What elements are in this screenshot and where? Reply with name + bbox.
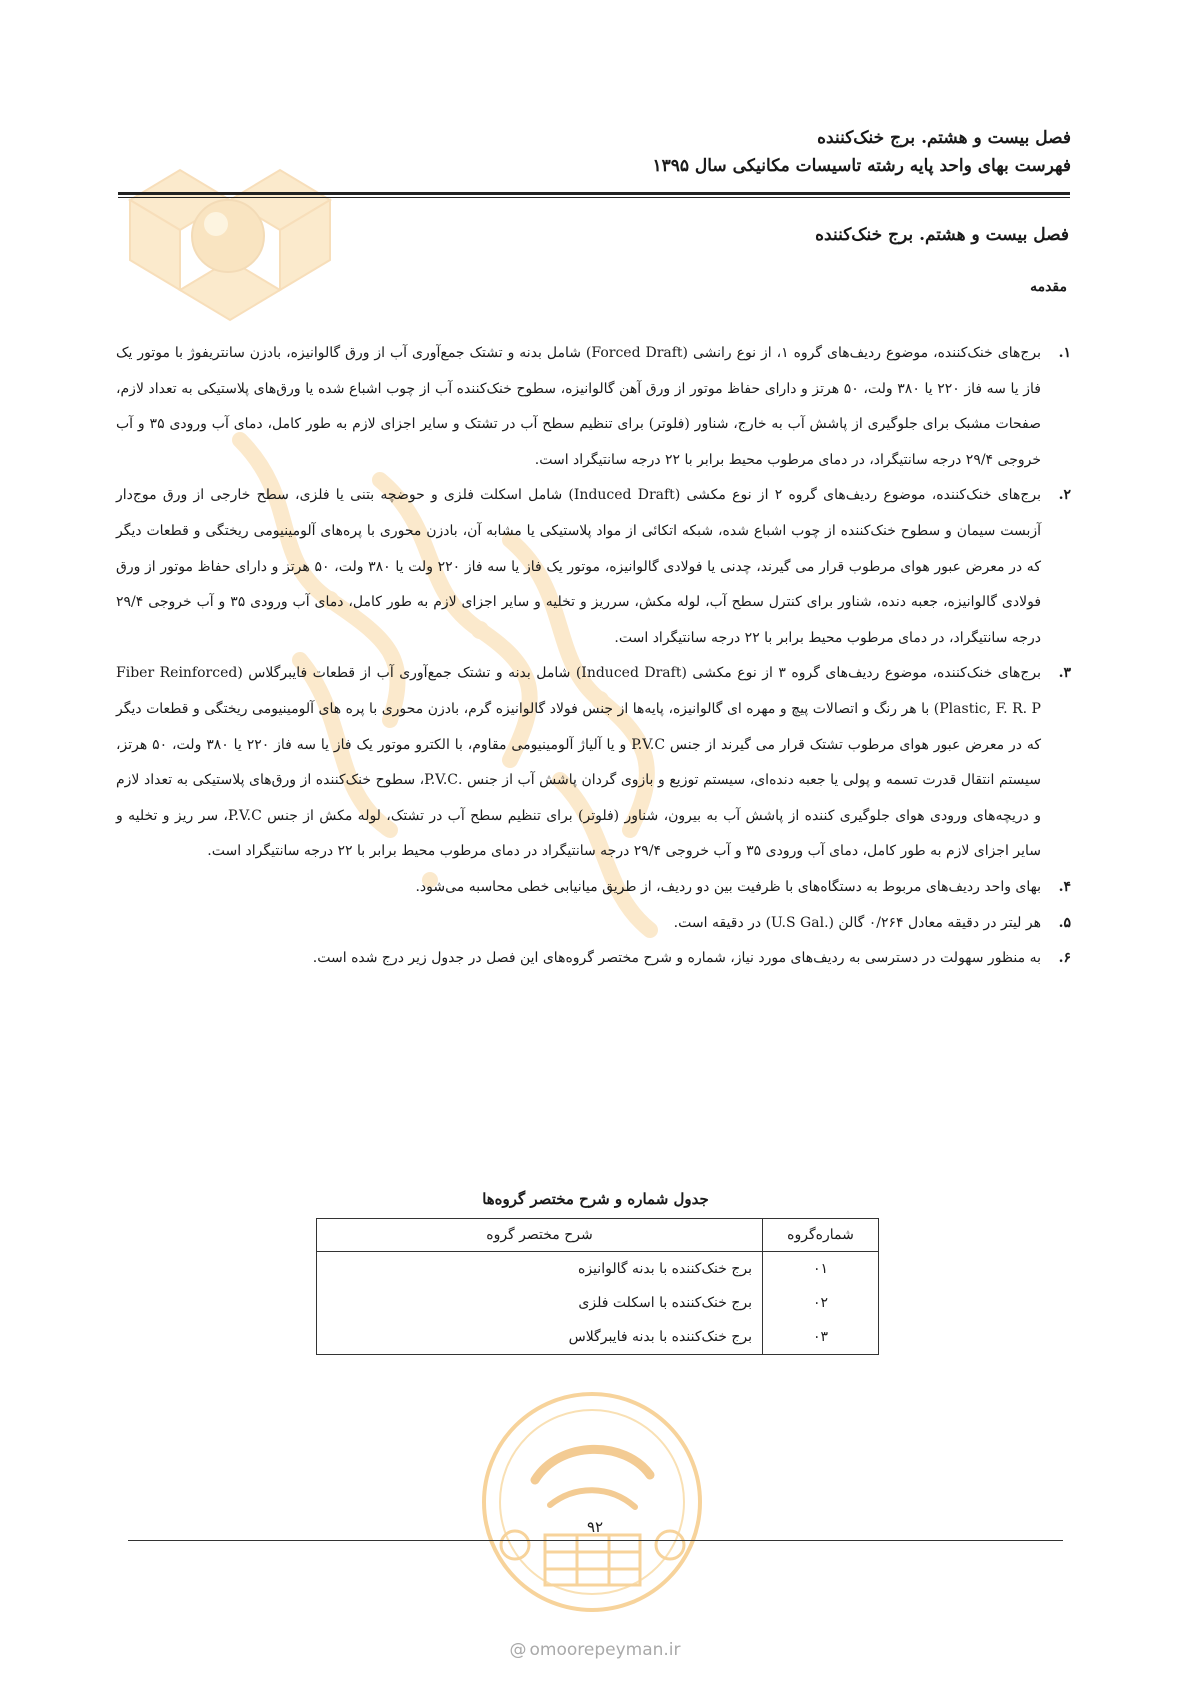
item-number: ۳. xyxy=(1058,665,1071,682)
list-item xyxy=(116,656,1071,870)
item-text: به منظور سهولت در دسترسی به ردیف‌های مورد نیاز، شماره و شرح مختصر گروه‌های این فصل در جدول زیر درج شده است. xyxy=(312,950,1041,967)
column-header-code: شماره‌گروه xyxy=(763,1219,879,1252)
intro-title: مقدمه xyxy=(1030,279,1067,295)
header-rule-thick xyxy=(118,192,1070,195)
item-text: برج‌های خنک‌کننده، موضوع ردیف‌های گروه ۱، از نوع رانشی (Forced Draft) شامل بدنه و تشتک جمع‌آوری آب از ورق گالوانیزه، بادزن سانتریفوژ با موتور یک فاز یا سه فاز ۲۲۰ یا ۳۸۰ ولت، ۵۰ هرتز و دارای حفاظ موتور از ورق آهن گالوانیزه، سطوح خنک‌کننده آب از چوب اشباع شده یا ورق‌های پلاستیکی به تعداد لازم، صفحات مشبک برای جلوگیری از پاشش آب به خارج، شناور (فلوتر) برای تنظیم سطح آب در تشتک و سایر اجزای لازم به طور کامل، دمای آب ورودی ۳۵ و آب خروجی ۲۹/۴ درجه سانتیگراد، در دمای مرطوب محیط برابر با ۲۲ درجه سانتیگراد است. xyxy=(116,345,1042,468)
column-header-description: شرح مختصر گروه xyxy=(317,1219,763,1252)
item-number: ۶. xyxy=(1058,950,1071,967)
table-title: جدول شماره و شرح مختصر گروه‌ها xyxy=(482,1190,709,1208)
header-list-line: فهرست بهای واحد پایه رشته تاسیسات مکانیکی سال ۱۳۹۵ xyxy=(652,156,1071,176)
item-number: ۵. xyxy=(1058,914,1071,931)
page-number: ۹۲ xyxy=(586,1518,604,1536)
item-number: ۲. xyxy=(1058,487,1071,504)
item-text: هر لیتر در دقیقه معادل ۰/۲۶۴ گالن (.U.S Gal) در دقیقه است. xyxy=(673,914,1041,931)
list-item xyxy=(116,870,1071,906)
table-row xyxy=(317,1286,879,1320)
list-item xyxy=(116,478,1071,656)
list-item xyxy=(116,906,1071,942)
list-item xyxy=(116,941,1071,977)
group-description-cell: برج خنک‌کننده با بدنه گالوانیزه xyxy=(317,1252,763,1287)
item-text: بهای واحد ردیف‌های مربوط به دستگاه‌های با ظرفیت بین دو ردیف، از طریق میانیابی خطی محاسبه می‌شود. xyxy=(415,878,1041,895)
group-code-cell: ۰۳ xyxy=(763,1320,879,1355)
site-watermark xyxy=(490,1640,700,1660)
intro-list xyxy=(116,336,1071,977)
at-sign-icon: @ xyxy=(509,1640,527,1660)
item-number: ۴. xyxy=(1058,878,1071,895)
table-header-row xyxy=(317,1219,879,1252)
table-row xyxy=(317,1252,879,1287)
group-code-cell: ۰۱ xyxy=(763,1252,879,1287)
groups-table xyxy=(316,1218,879,1355)
item-text: برج‌های خنک‌کننده، موضوع ردیف‌های گروه ۲ از نوع مکشی (Induced Draft) شامل اسکلت فلزی و حوضچه بتنی یا فلزی، سطح خارجی از ورق موج‌دار آزبست سیمان و سطوح خنک‌کننده از چوب اشباع شده، شبکه اتکائی از مواد پلاستیکی یا مشابه آن، بادزن محوری با پره‌های آلومینیومی ریختگی و قطعات دیگر که در معرض عبور هوای مرطوب قرار می گیرند، چدنی یا فولادی گالوانیزه، موتور یک فاز یا سه فاز ۲۲۰ ولت یا ۳۸۰ ولت، ۵۰ هرتز و دارای حفاظ موتور از ورق فولادی گالوانیزه، جعبه دنده، شناور برای کنترل سطح آب، لوله مکش، سرریز و تخلیه و سایر اجزای لازم به طور کامل، دمای آب ورودی ۳۵ و آب خروجی ۲۹/۴ درجه سانتیگراد، در دمای مرطوب محیط برابر با ۲۲ درجه سانتیگراد است. xyxy=(116,487,1042,646)
section-title: فصل بیست و هشتم. برج خنک‌کننده xyxy=(815,225,1069,245)
group-description-cell: برج خنک‌کننده با بدنه فایبرگلاس xyxy=(317,1320,763,1355)
group-code-cell: ۰۲ xyxy=(763,1286,879,1320)
seal-stamp-icon xyxy=(475,1385,710,1620)
header-chapter-line: فصل بیست و هشتم. برج خنک‌کننده xyxy=(817,128,1071,148)
item-number: ۱. xyxy=(1058,345,1071,361)
item-text: برج‌های خنک‌کننده، موضوع ردیف‌های گروه ۳ از نوع مکشی (Induced Draft) شامل بدنه و تشتک جمع‌آوری آب از قطعات فایبرگلاس (Fiber Reinforced Plastic, F. R. P) با هر رنگ و اتصالات پیچ و مهره ای گالوانیزه، پایه‌ها از جنس فولاد گالوانیزه گرم، بادزن محوری با پره های آلومینیومی ریختگی و قطعات دیگر که در معرض عبور هوای مرطوب تشتک قرار می گیرند از جنس P.V.C و یا آلیاژ آلومینیومی مقاوم، با الکترو موتور یک فاز یا سه فاز ۲۲۰ یا ۳۸۰ ولت، ۵۰ هرتز، سیستم انتقال قدرت تسمه و پولی یا جعبه دنده‌ای، سیستم توزیع و بازوی گردان پاشش آب از جنس .P.V.C، سطوح خنک‌کننده از ورق‌های پلاستیکی به تعداد لازم و دریچه‌های ورودی هوای جلوگیری کننده از پاشش آب به بیرون، شناور (فلوتر) برای تنظیم سطح آب در تشتک، لوله مکش از جنس P.V.C، سر ریز و تخلیه و سایر اجزای لازم به طور کامل، دمای آب ورودی ۳۵ و آب خروجی ۲۹/۴ درجه سانتیگراد در دمای مرطوب محیط برابر با ۲۲ درجه سانتیگراد است. xyxy=(116,665,1042,860)
header-rule-thin xyxy=(118,197,1070,198)
site-text: omoorepeyman.ir xyxy=(529,1640,681,1660)
group-description-cell: برج خنک‌کننده با اسکلت فلزی xyxy=(317,1286,763,1320)
footer-rule xyxy=(128,1540,1063,1541)
table-row xyxy=(317,1320,879,1355)
running-header xyxy=(121,124,1071,180)
list-item xyxy=(116,336,1071,478)
